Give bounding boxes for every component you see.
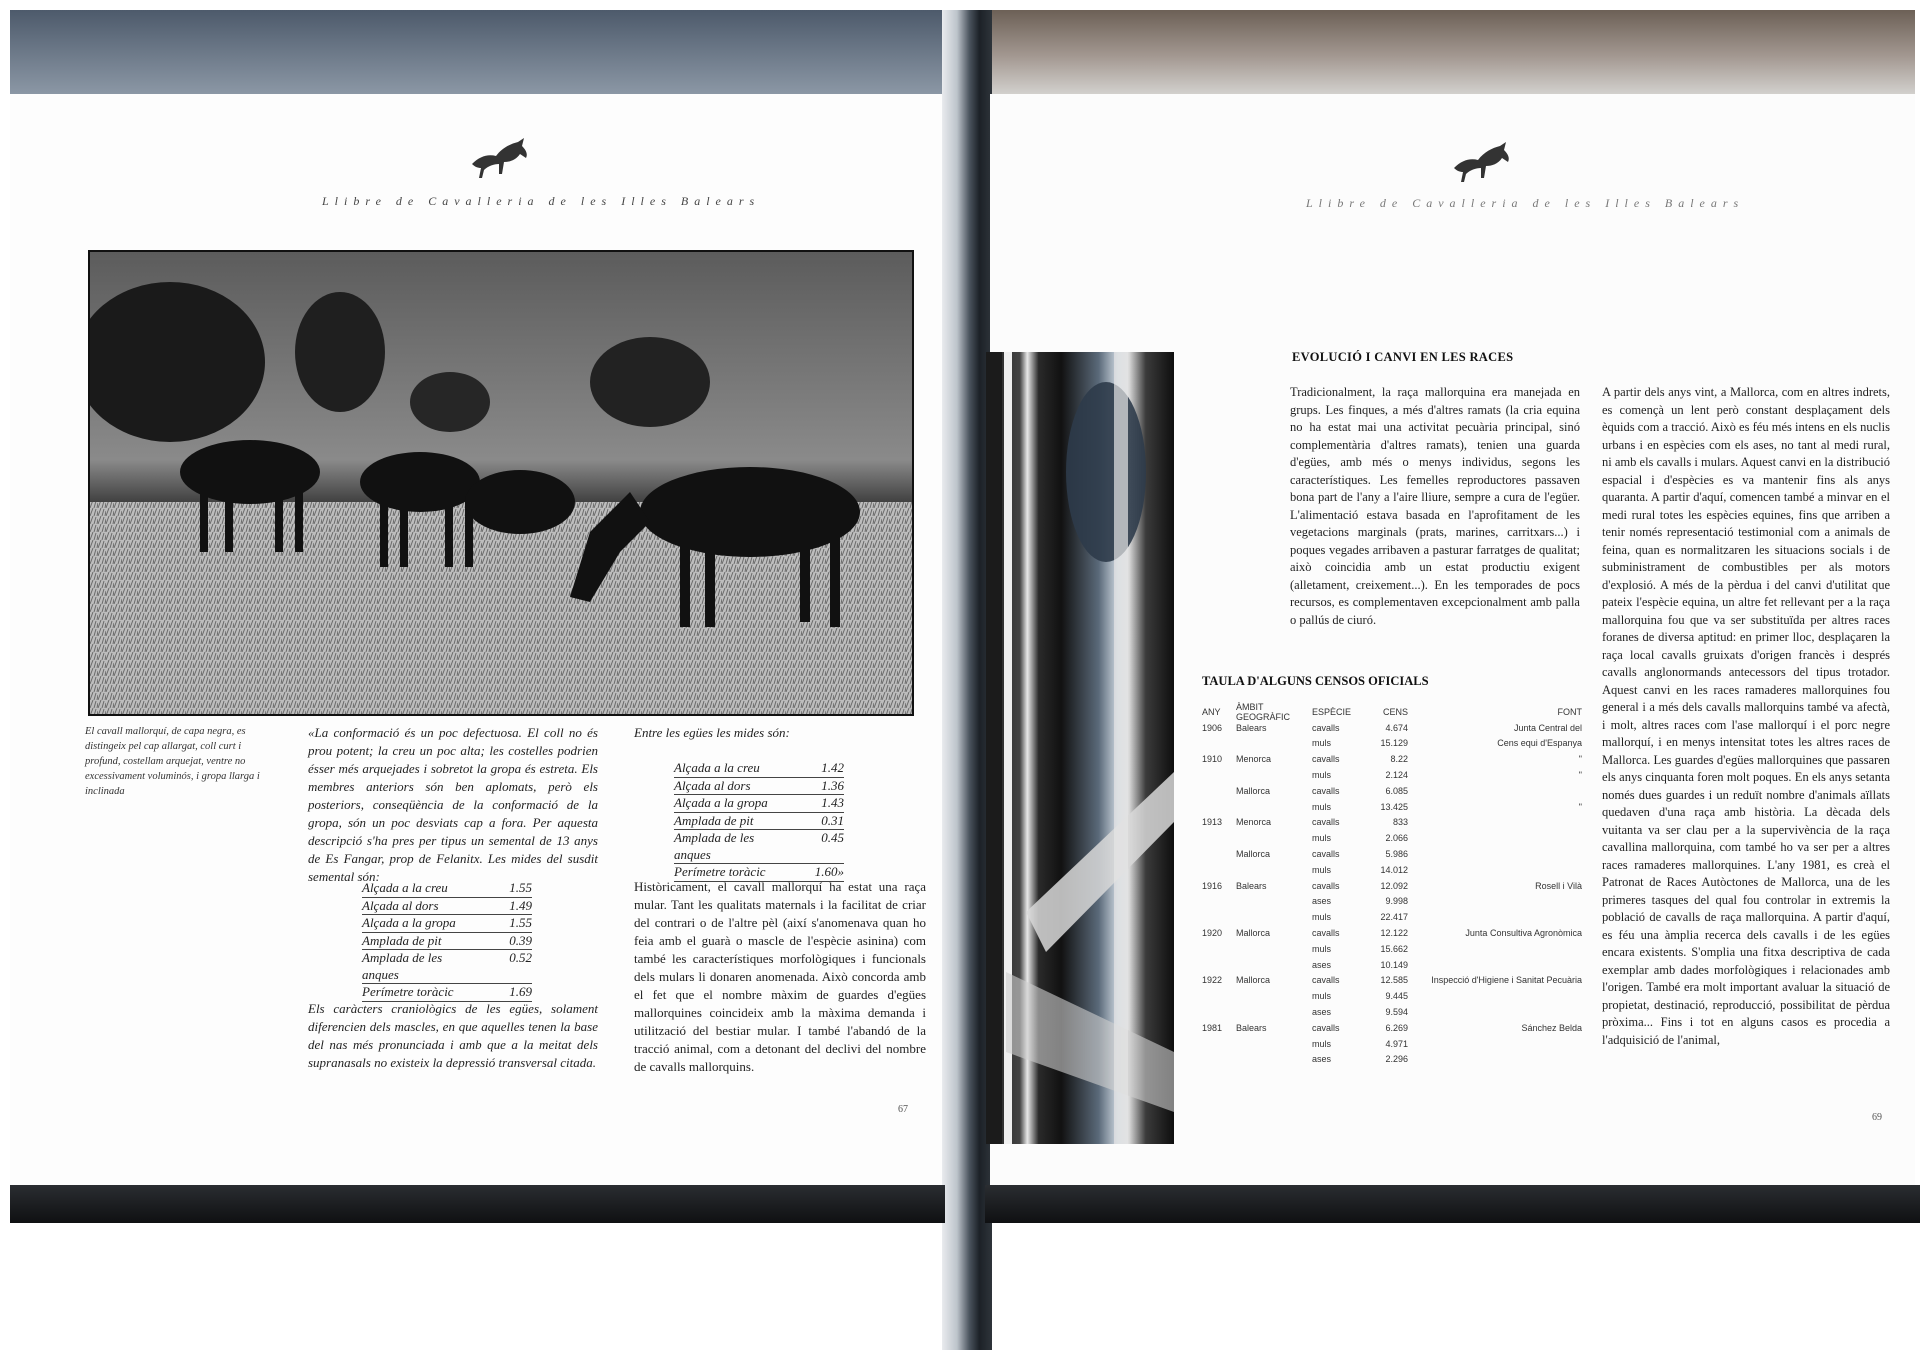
census-species: muls	[1312, 912, 1332, 923]
census-source: "	[1578, 754, 1582, 765]
measure-value: 1.43	[821, 795, 844, 810]
census-year: 1922	[1202, 975, 1223, 986]
measure-row	[674, 760, 844, 778]
measure-row	[674, 795, 844, 813]
census-species: cavalls	[1312, 1022, 1340, 1033]
census-header-species: ESPÈCIE	[1312, 706, 1352, 717]
measure-label: Alçada al dors	[362, 897, 439, 913]
census-species: muls	[1312, 833, 1332, 844]
measure-row	[674, 830, 844, 864]
census-row	[1202, 941, 1582, 957]
census-count: 12.122	[1380, 928, 1408, 939]
measure-value: 1.36	[821, 777, 844, 793]
census-header-row	[1202, 701, 1582, 722]
census-table	[1202, 701, 1582, 1067]
measure-value: 1.49	[509, 897, 532, 913]
census-year: 1910	[1202, 754, 1223, 765]
measure-value: 1.42	[821, 760, 844, 775]
measure-value: 0.45	[821, 830, 844, 845]
census-source: Sánchez Belda	[1521, 1022, 1582, 1033]
census-year: 1920	[1202, 928, 1223, 939]
right-running-head: Llibre de Cavalleria de les Illes Balears	[1306, 196, 1745, 210]
census-row	[1202, 720, 1582, 736]
census-area: Balears	[1236, 880, 1267, 891]
right-page-number: 69	[1872, 1112, 1882, 1123]
right-col1-body: Tradicionalment, la raça mallorquina era manejada en grups. Les finques, a més d'altres ramats (la cria equina no ha estat mai una activitat pecuària principal, sinó complementària d'altres ramats), tenien una guarda d'egües, amb més o menys individus, segons les característiques. Les femelles reproductores passaven bona part de l'any a l'aire lliure, sempre a cura de l'egüer. L'alimentació estava basada en l'aprofitament de les vegetacions marginals (prats, marines, carritxars...) i poques vegades arribaven a pasturar farratges de qualitat; això coincidia amb un estat productiu exigent (alletament, creixement...). En les temporades de pocs recursos, es complementaven excepcionalment amb palla o pallús de ciuró.	[1290, 385, 1580, 627]
census-area: Mallorca	[1236, 975, 1271, 986]
census-species: muls	[1312, 864, 1332, 875]
census-count: 5.986	[1385, 849, 1408, 860]
census-count: 2.124	[1385, 770, 1408, 781]
census-row	[1202, 815, 1582, 831]
census-row	[1202, 973, 1582, 989]
measure-label: Amplada de pit	[674, 812, 754, 828]
census-species: cavalls	[1312, 928, 1340, 939]
left-col1-intro: «La conformació és un poc defectuosa. El coll no és prou potent; la creu un poc alta; les costelles podrien ésser més arquejades i sobretot la gropa és estreta. Els membres anteriors són ben aplomats, però els posteriors, conseqüència de la conformació de la gropa, són un poc desviats cap a fora. Per aquesta descripció s'ha pres per tipus un semental de 13 anys de Es Fangar, prop de Felanitx. Les mides del susdit semental són:	[308, 725, 598, 884]
census-source: Rosell i Vilà	[1535, 880, 1582, 891]
census-year: 1913	[1202, 817, 1223, 828]
measure-value: 1.60»	[814, 864, 844, 879]
census-count: 9.594	[1385, 1007, 1408, 1018]
horses-photo	[88, 250, 914, 716]
census-source: Junta Consultiva Agronòmica	[1465, 928, 1582, 939]
census-count: 22.417	[1380, 912, 1408, 923]
measure-row	[362, 898, 532, 916]
census-species: ases	[1312, 1054, 1332, 1065]
census-count: 9.445	[1385, 991, 1408, 1002]
right-col2-body: A partir dels anys vint, a Mallorca, com en altres indrets, es començà un lent però constant desplaçament dels èquids com a tracció. Això es féu més intens en els nuclis urbans i en espècies com els ases, no tant al medi rural, ni amb els cavalls i mulars. Aquest canvi en la distribució espacial i d'espècies es va mantenir fins als anys quaranta. A partir d'aquí, comencen també a minvar en el medi rural totes les espècies equines, fins que arriben a tenir només representació testimonial com a animals de feina, quan es normalitzaren les situacions socials i de subministrament de combustibles per als motors d'explosió. A més de la pèrdua i del canvi d'utilitat que pateix l'espècie equina, un altre fet rellevant per a la raça mallorquina fou que va ser substituïda per altres races foranes de diversa aptitud: en primer lloc, desplaçaren la raça local cavalls gruixats d'origen francès i després cavalls anglonormands antecessors del tipus trotador. Aquest canvi en les races ramaderes mallorquines fou general i a més dels cavalls mallorquins també va afectà, i molt, altres races com l'ase mallorquí i el porc negre mallorquí, i en menys intensitat totes les altres races de Mallorca. Les guardes d'egües mallorquines que passaren els anys cinquanta foren molt poques. En els anys setanta només dues guardes i un reduït nombre d'animals aïllats quedaven d'una raça amb història. La dècada dels vuitanta va ser clau per a la supervivència de la raça cavallina mallorquina, com també ho va ser per a altres races ramaderes mallorquines. L'any 1981, es creà el Patronat de Races Autòctones de Mallorca, una de les primeres tasques del qual fou controlar in extremis la població de cavalls de raça mallorquina. A partir d'aquí, es féu una àmplia recerca dels cavalls i de les egües encara existents. S'omplia una fitxa descriptiva de cada exemplar amb dades morfològiques i relacionades amb l'origen. També era molt important avaluar la situació de propietat, destinació, reproducció, possibilitat de pèrdua pròxima... Fins i tot en alguns casos es procedia a l'adquisició de l'animal,	[1602, 385, 1890, 1047]
measure-label: Alçada a la gropa	[362, 915, 456, 930]
census-species: cavalls	[1312, 722, 1340, 733]
census-area: Mallorca	[1236, 785, 1271, 796]
census-species: muls	[1312, 1038, 1332, 1049]
census-row	[1202, 767, 1582, 783]
measure-label: Amplada de pit	[362, 932, 442, 948]
measure-row	[362, 984, 532, 1002]
census-area: Balears	[1236, 722, 1267, 733]
photo-caption: El cavall mallorquí, de capa negra, es distingeix pel cap allargat, coll curt i profund, costellam arquejat, ventre no excessivament voluminós, i gropa llarga i inclinada	[85, 726, 260, 797]
mare-measures-table	[674, 760, 844, 882]
census-row	[1202, 751, 1582, 767]
measure-label: Alçada a la creu	[674, 760, 760, 775]
measure-row	[362, 933, 532, 951]
census-header-source: FONT	[1557, 706, 1582, 717]
census-species: muls	[1312, 770, 1332, 781]
census-year: 1916	[1202, 880, 1223, 891]
census-area: Menorca	[1236, 817, 1272, 828]
textured-photo-strip	[986, 352, 1174, 1144]
census-source: Inspecció d'Higiene i Sanitat Pecuària	[1431, 975, 1582, 986]
census-count: 4.674	[1385, 722, 1408, 733]
textured-photo-drawing	[986, 352, 1174, 1144]
census-row	[1202, 988, 1582, 1004]
census-area: Menorca	[1236, 754, 1272, 765]
census-count: 6.085	[1385, 785, 1408, 796]
measure-label: Perímetre toràcic	[674, 864, 766, 879]
measure-row	[674, 813, 844, 831]
measure-value: 1.55	[509, 915, 532, 930]
census-year: 1981	[1202, 1022, 1223, 1033]
census-row	[1202, 1052, 1582, 1068]
measure-label: Amplada de les anques	[362, 950, 443, 982]
census-count: 14.012	[1380, 864, 1408, 875]
census-source: Junta Central del	[1513, 722, 1582, 733]
measure-row	[674, 778, 844, 796]
census-species: muls	[1312, 943, 1332, 954]
census-species: muls	[1312, 738, 1332, 749]
census-species: ases	[1312, 896, 1332, 907]
measure-value: 0.31	[821, 812, 844, 828]
census-count: 833	[1392, 817, 1408, 828]
measure-label: Perímetre toràcic	[362, 984, 454, 999]
measure-row	[362, 915, 532, 933]
census-row	[1202, 846, 1582, 862]
census-species: cavalls	[1312, 817, 1340, 828]
measure-label: Alçada a la gropa	[674, 795, 768, 810]
census-area: Balears	[1236, 1022, 1267, 1033]
census-row	[1202, 736, 1582, 752]
measure-label: Amplada de les anques	[674, 830, 755, 862]
census-source: "	[1578, 770, 1582, 781]
left-col2-intro: Entre les egües les mides són:	[634, 725, 790, 740]
top-scan-band-left	[10, 10, 970, 94]
horse-logo-icon	[466, 134, 536, 180]
census-source: Cens equi d'Espanya	[1497, 738, 1582, 749]
stallion-measures-table	[362, 880, 532, 1002]
census-count: 15.129	[1380, 738, 1408, 749]
measure-value: 1.69	[509, 984, 532, 999]
census-species: muls	[1312, 991, 1332, 1002]
horse-logo-icon	[1448, 138, 1518, 184]
census-count: 6.269	[1385, 1022, 1408, 1033]
census-count: 8.22	[1390, 754, 1408, 765]
census-header-count: CENS	[1382, 706, 1408, 717]
measure-label: Alçada al dors	[674, 777, 751, 793]
bottom-scan-band-right	[985, 1185, 1920, 1223]
measure-row	[362, 880, 532, 898]
top-scan-band-right	[990, 10, 1915, 94]
census-row	[1202, 799, 1582, 815]
census-species: muls	[1312, 801, 1332, 812]
measure-value: 1.55	[509, 880, 532, 895]
census-count: 15.662	[1380, 943, 1408, 954]
census-row	[1202, 830, 1582, 846]
census-species: cavalls	[1312, 975, 1340, 986]
census-count: 13.425	[1380, 801, 1408, 812]
census-area: Mallorca	[1236, 849, 1271, 860]
census-area: Mallorca	[1236, 928, 1271, 939]
left-col2-body: Històricament, el cavall mallorquí ha estat una raça mular. Tant les qualitats maternals i la facilitat de criar del contrari o de l'altre pèl (així s'anomenava quan ho feia amb el guarà o mascle de l'espècie asinina) com també les característiques morfològiques i funcionals dels mulars li donaren anomenada. Això concorda amb el fet que el nombre màxim de guardes d'egües mallorquines coincideix amb la màxima demanda i utilització del bestiar mular. I també l'abandó de la tracció animal, com a detonant del declivi del nombre de cavalls mallorquins.	[634, 879, 926, 1074]
census-row	[1202, 957, 1582, 973]
census-header-year: ANY	[1202, 706, 1221, 717]
census-species: ases	[1312, 1007, 1332, 1018]
census-species: cavalls	[1312, 880, 1340, 891]
census-count: 2.066	[1385, 833, 1408, 844]
bottom-scan-band-left	[10, 1185, 945, 1223]
census-count: 2.296	[1385, 1054, 1408, 1065]
census-year: 1906	[1202, 722, 1223, 733]
census-row	[1202, 862, 1582, 878]
measure-value: 0.39	[509, 932, 532, 948]
census-count: 12.585	[1380, 975, 1408, 986]
horses-photo-drawing	[90, 252, 912, 714]
measure-value: 0.52	[509, 950, 532, 965]
census-row	[1202, 1004, 1582, 1020]
left-col1-outro: Els caràcters craniològics de les egües, solament diferencien dels mascles, en que aquelles tenen la base del nas més pronunciada i amb que a la meitat dels supranasals no existeix la depressió transversal citada.	[308, 1001, 598, 1070]
measure-label: Alçada a la creu	[362, 880, 448, 895]
left-page-number: 67	[898, 1104, 908, 1115]
census-species: ases	[1312, 959, 1332, 970]
census-table-title: TAULA D'ALGUNS CENSOS OFICIALS	[1202, 674, 1429, 688]
book-spine	[942, 10, 992, 1350]
census-count: 4.971	[1385, 1038, 1408, 1049]
census-row	[1202, 925, 1582, 941]
left-running-head: Llibre de Cavalleria de les Illes Balears	[322, 194, 761, 208]
census-species: cavalls	[1312, 754, 1340, 765]
census-row	[1202, 783, 1582, 799]
census-count: 10.149	[1380, 959, 1408, 970]
census-species: cavalls	[1312, 849, 1340, 860]
census-rows	[1202, 720, 1582, 1068]
census-source: "	[1578, 801, 1582, 812]
census-row	[1202, 878, 1582, 894]
census-row	[1202, 1020, 1582, 1036]
census-count: 12.092	[1380, 880, 1408, 891]
census-species: cavalls	[1312, 785, 1340, 796]
census-row	[1202, 894, 1582, 910]
measure-row	[362, 950, 532, 984]
census-count: 9.998	[1385, 896, 1408, 907]
census-row	[1202, 1036, 1582, 1052]
census-row	[1202, 909, 1582, 925]
section-title: EVOLUCIÓ I CANVI EN LES RACES	[1292, 350, 1514, 364]
census-header-area: ÀMBIT GEOGRÀFIC	[1236, 701, 1291, 722]
